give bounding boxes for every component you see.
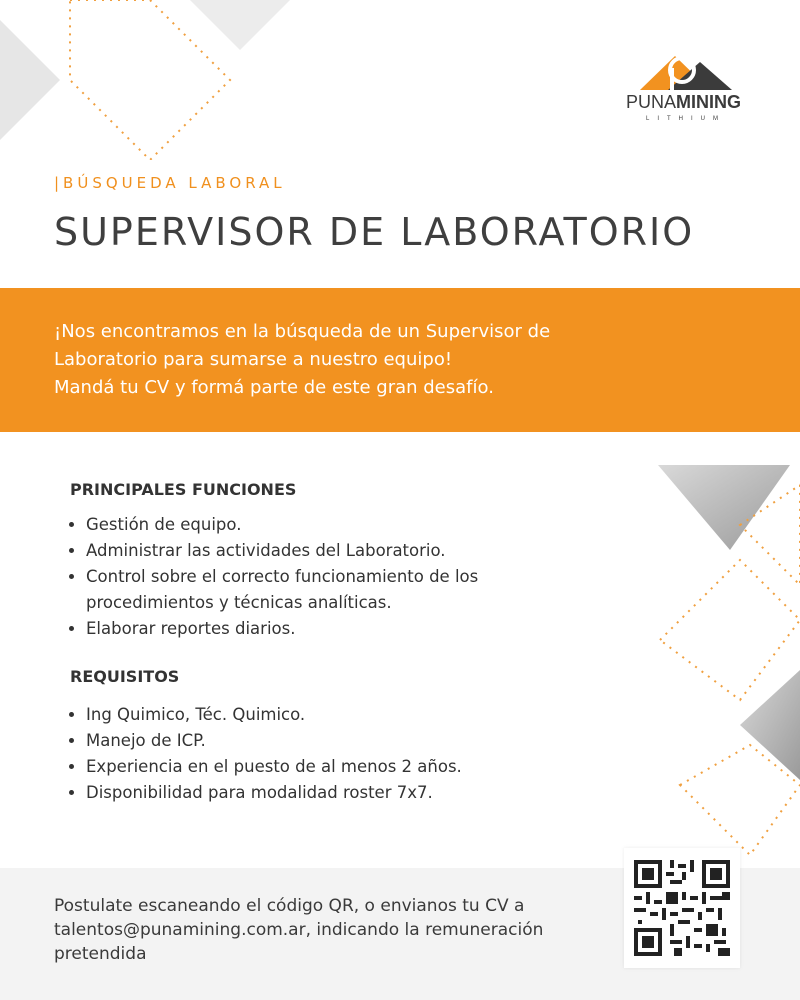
list-item: • Disponibilidad para modalidad roster 7x7. bbox=[86, 780, 606, 806]
brand-name-part1: PUNA bbox=[626, 92, 677, 112]
footer-text: Postulate escaneando el código QR, o envianos tu CV a talentos@punamining.com.ar, indicando la remuneración pretendida bbox=[54, 896, 544, 964]
intro-text bbox=[54, 318, 734, 402]
functions-title: PRINCIPALES FUNCIONES bbox=[70, 480, 297, 499]
list-item: • Ing Quimico, Téc. Quimico. bbox=[86, 702, 606, 728]
list-item: • Gestión de equipo. bbox=[86, 512, 606, 538]
requirements-list bbox=[66, 702, 606, 806]
intro-line: Laboratorio para sumarse a nuestro equipo! bbox=[54, 349, 453, 370]
list-item: • Elaborar reportes diarios. bbox=[86, 616, 606, 642]
requirements-title: REQUISITOS bbox=[70, 667, 180, 686]
list-item: • Control sobre el correcto funcionamiento de los procedimientos y técnicas analíticas. bbox=[86, 564, 556, 616]
qr-code-container[interactable] bbox=[624, 848, 740, 968]
brand-sub: LITHIUM bbox=[646, 116, 726, 122]
top-left-decoration bbox=[0, 0, 300, 160]
brand-name-part2: MINING bbox=[676, 92, 742, 112]
intro-line: ¡Nos encontramos en la búsqueda de un Supervisor de bbox=[54, 321, 551, 342]
right-side-decoration bbox=[640, 455, 800, 895]
job-kicker: |BÚSQUEDA LABORAL bbox=[54, 174, 286, 192]
functions-list bbox=[66, 512, 606, 642]
photo-diamond-top bbox=[658, 465, 790, 550]
list-item: • Administrar las actividades del Laboratorio. bbox=[86, 538, 606, 564]
brand-name bbox=[626, 92, 741, 113]
qr-code-icon bbox=[634, 860, 730, 956]
list-item: • Manejo de ICP. bbox=[86, 728, 606, 754]
list-item: • Experiencia en el puesto de al menos 2 años. bbox=[86, 754, 606, 780]
page-title: SUPERVISOR DE LABORATORIO bbox=[54, 210, 695, 254]
intro-line: Mandá tu CV y formá parte de este gran desafío. bbox=[54, 377, 494, 398]
